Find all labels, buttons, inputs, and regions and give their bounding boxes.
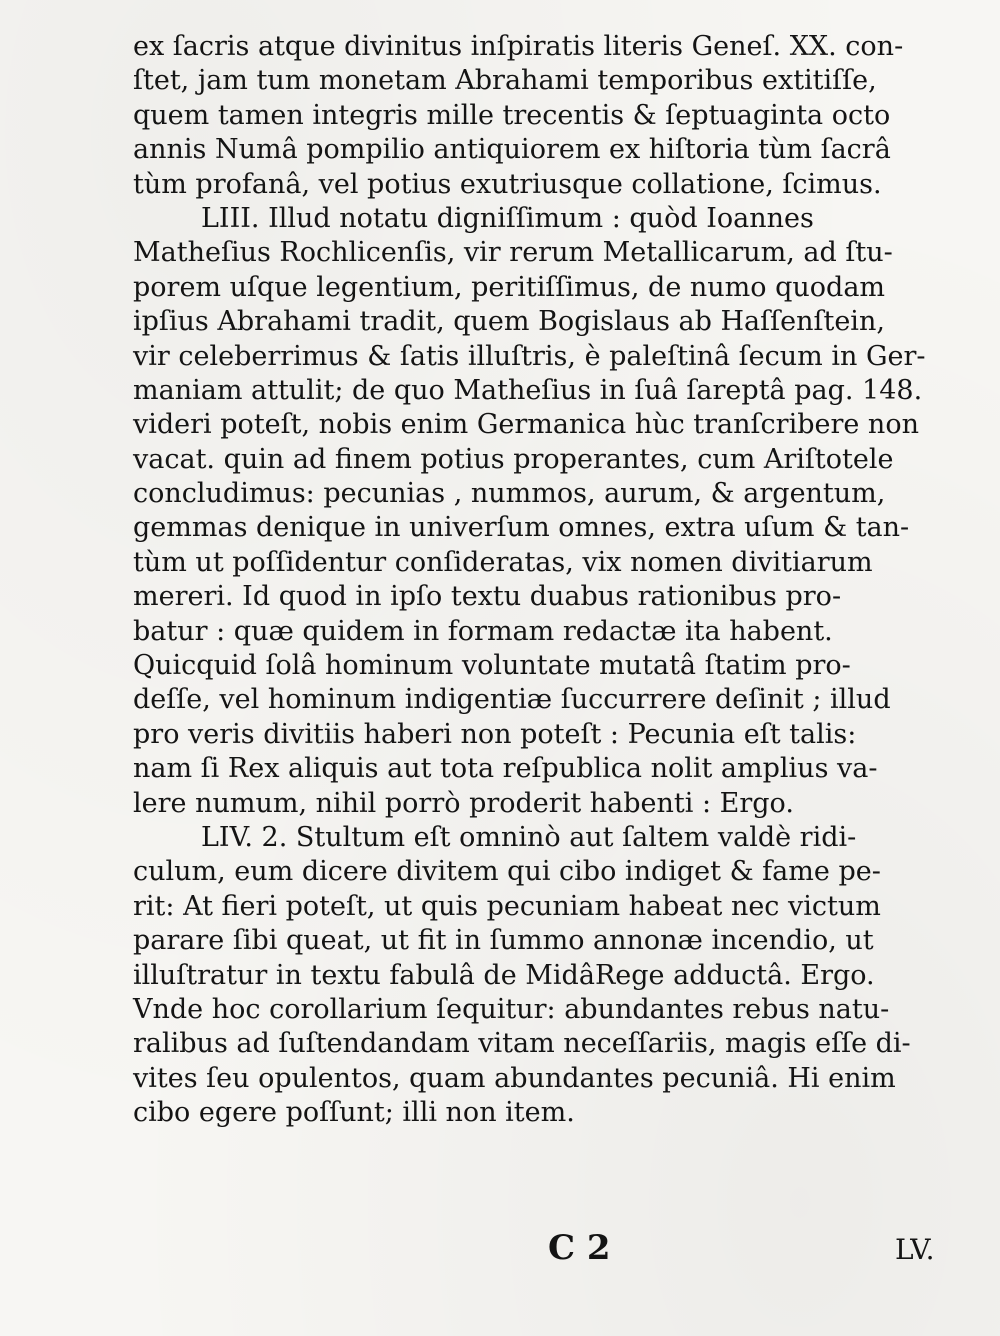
text-line: tùm ut poſſidentur conſideratas, vix nomen divitiarum bbox=[133, 546, 873, 578]
text-line: culum, eum dicere divitem qui cibo indiget & fame pe- bbox=[133, 856, 881, 888]
text-line: Quicquid ſolâ hominum voluntate mutatâ ſtatim pro- bbox=[133, 650, 851, 682]
text-line: videri poteſt, nobis enim Germanica hùc tranſcribere non bbox=[133, 409, 919, 441]
text-line: ipſius Abrahami tradit, quem Bogislaus ab Haſſenſtein, bbox=[133, 306, 885, 338]
text-line: cibo egere poſſunt; illi non item. bbox=[133, 1097, 575, 1129]
body-text bbox=[133, 30, 963, 1131]
section-heading-line: LIV. 2. Stultum eſt omninò aut ſaltem valdè ridi- bbox=[201, 821, 857, 853]
text-line: lere numum, nihil porrò proderit habenti : Ergo. bbox=[133, 787, 794, 819]
text-line: Matheſius Rochlicenſis, vir rerum Metallicarum, ad ſtu- bbox=[133, 237, 893, 269]
text-line: quem tamen integris mille trecentis & ſeptuaginta octo bbox=[133, 99, 891, 131]
text-line: vites ſeu opulentos, quam abundantes pecuniâ. Hi enim bbox=[133, 1062, 896, 1094]
text-line: illuſtratur in textu fabulâ de MidâRege adductâ. Ergo. bbox=[133, 959, 875, 991]
text-line: vir celeberrimus & ſatis illuſtris, è paleſtinâ ſecum in Ger- bbox=[133, 340, 926, 372]
catchword: LV. bbox=[895, 1233, 935, 1266]
text-line: tùm profanâ, vel potius exutriusque collatione, ſcimus. bbox=[133, 168, 882, 200]
text-line: ralibus ad ſuſtendandam vitam neceſſariis, magis eſſe di- bbox=[133, 1028, 911, 1060]
text-line: nam ſi Rex aliquis aut tota reſpublica nolit amplius va- bbox=[133, 753, 878, 785]
text-line: rit: At fieri poteſt, ut quis pecuniam habeat nec victum bbox=[133, 890, 881, 922]
text-line: maniam attulit; de quo Matheſius in ſuâ ſareptâ pag. 148. bbox=[133, 374, 923, 406]
text-line: batur : quæ quidem in formam redactæ ita habent. bbox=[133, 615, 833, 647]
text-line: concludimus: pecunias , nummos, aurum, & argentum, bbox=[133, 478, 886, 510]
text-line: vacat. quin ad finem potius properantes, cum Ariſtotele bbox=[133, 443, 894, 475]
text-line: deſſe, vel hominum indigentiæ ſuccurrere deſinit ; illud bbox=[133, 684, 891, 716]
text-line: ſtet, jam tum monetam Abrahami temporibus extitiſſe, bbox=[133, 65, 877, 97]
text-line: annis Numâ pompilio antiquiorem ex hiſtoria tùm ſacrâ bbox=[133, 134, 891, 166]
text-line: ex ſacris atque divinitus inſpiratis literis Geneſ. XX. con- bbox=[133, 31, 904, 62]
signature-mark: C 2 bbox=[548, 1228, 611, 1268]
text-line: pro veris divitiis haberi non poteſt : Pecunia eſt talis: bbox=[133, 718, 857, 750]
text-line: Vnde hoc corollarium ſequitur: abundantes rebus natu- bbox=[133, 993, 890, 1025]
text-line: gemmas denique in univerſum omnes, extra uſum & tan- bbox=[133, 512, 910, 544]
text-line: parare ſibi queat, ut fit in ſummo annonæ incendio, ut bbox=[133, 925, 874, 957]
text-line: porem uſque legentium, peritiſſimus, de numo quodam bbox=[133, 271, 886, 303]
text-line: mereri. Id quod in ipſo textu duabus rationibus pro- bbox=[133, 581, 842, 613]
section-heading-line: LIII. Illud notatu digniſſimum : quòd Ioannes bbox=[201, 202, 814, 234]
